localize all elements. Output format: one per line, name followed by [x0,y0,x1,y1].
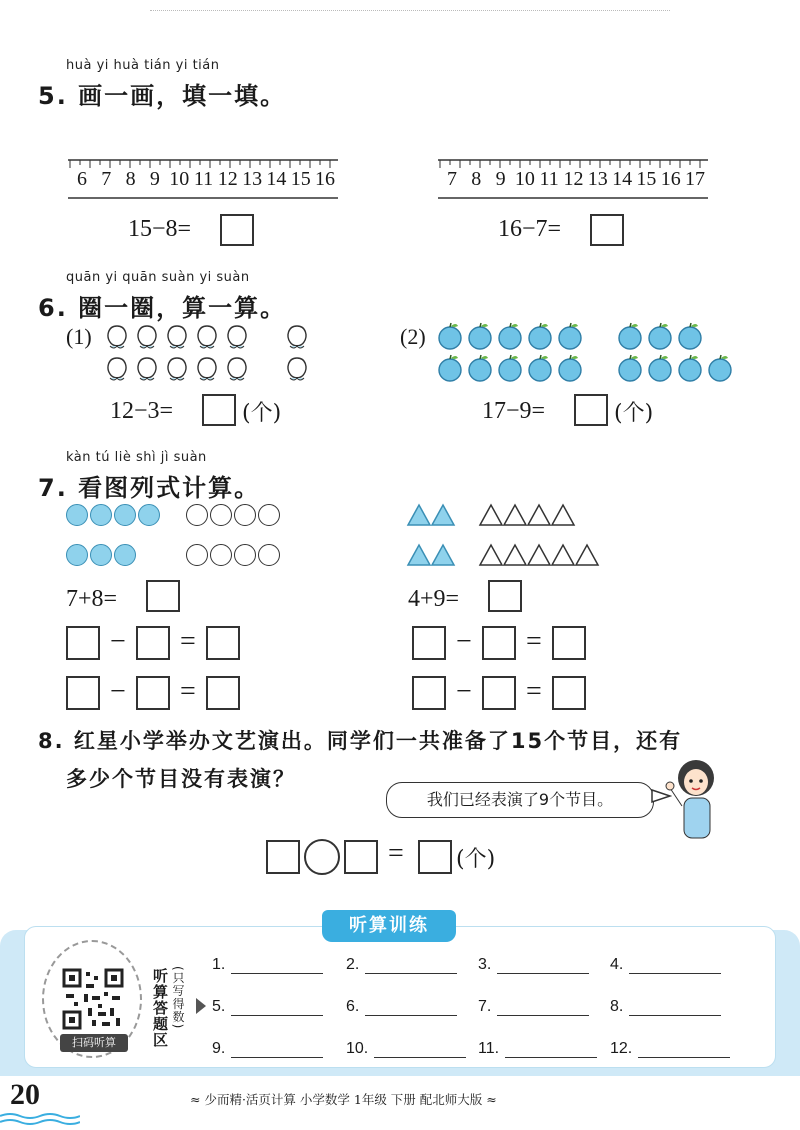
answer-line[interactable] [231,1042,323,1058]
answer-number: 9. [212,1040,226,1057]
q6-equation-2: 17−9= [482,398,546,424]
speech-bubble: 我们已经表演了9个节目。 [386,782,654,818]
blue-triangle [432,505,454,525]
answer-slot[interactable] [610,998,721,1016]
ruler-label: 10 [514,168,535,190]
blue-triangle [432,545,454,565]
ruler-label: 7 [447,168,457,190]
answer-line[interactable] [505,1042,597,1058]
ruler-label: 6 [77,168,87,190]
apple-icon [466,322,494,350]
ruler-label: 12 [563,168,584,190]
listening-title: 听算训练 [322,910,456,942]
q5-title: 5. 画一画，填一填。 [38,82,287,110]
white-circle [258,504,280,526]
white-triangle [576,545,598,565]
answer-line[interactable] [497,958,589,974]
answer-line[interactable] [365,958,457,974]
apple-icon [616,322,644,350]
q7-pinyin: kàn tú liè shì jì suàn [66,450,207,465]
q7-right-row1-box-3[interactable] [552,626,586,660]
answer-slot[interactable] [610,1040,730,1058]
white-triangle [480,505,502,525]
answer-slot[interactable] [346,998,457,1016]
apple-icon [616,354,644,382]
white-circle [186,504,208,526]
q7-left-row2-box-1[interactable] [66,676,100,710]
apple-icon [676,354,704,382]
q8-unit: (个) [456,847,496,872]
peach-icon [134,322,160,352]
white-circle [210,544,232,566]
peach-icon [194,322,220,352]
apple-icon [496,354,524,382]
q7-title: 7. 看图列式计算。 [38,474,261,502]
peach-icon [104,354,130,384]
q7-equation-1: 7+8= [66,586,118,612]
blue-circle [66,504,88,526]
answer-line[interactable] [629,958,721,974]
apple-icon [706,354,734,382]
ruler-label: 11 [193,168,214,190]
peach-icon [134,354,160,384]
q7-left-row1-equals: = [180,626,196,657]
q8-box-1[interactable] [266,840,300,874]
answer-slot[interactable] [212,998,323,1016]
q7-left-row1-box-2[interactable] [136,626,170,660]
ruler-label: 13 [587,168,608,190]
q6-answer-box-2[interactable] [574,394,608,426]
q6-equation-1: 12−3= [110,398,174,424]
blue-circle [66,544,88,566]
answer-line[interactable] [629,1000,721,1016]
answer-number: 5. [212,998,226,1015]
qr-label: 扫码听算 [60,1034,128,1052]
ruler-label: 17 [685,168,705,190]
ruler-label: 11 [539,168,559,190]
white-triangle [504,505,526,525]
answer-number: 1. [212,956,226,973]
answer-number: 10. [346,1040,369,1057]
q7-right-row2-minus: − [456,676,472,707]
answer-number: 11. [478,1040,500,1057]
peach-icon [284,322,310,352]
q8-answer-box[interactable] [418,840,452,874]
answer-number: 3. [478,956,492,973]
apple-icon [496,322,524,350]
footer-text: ≈ 少而精·活页计算 小学数学 1年级 下册 配北师大版 ≈ [190,1092,497,1107]
page-number: 20 [10,1078,40,1111]
ruler-label: 15 [636,168,657,190]
q5-equation-1: 15−8= [128,216,192,242]
ruler-label: 10 [169,168,190,190]
apple-icon [466,354,494,382]
answer-slot[interactable] [478,956,589,974]
white-circle [234,504,256,526]
q7-answer-box-2[interactable] [488,580,522,612]
q7-right-row1-equals: = [526,626,542,657]
blue-circle [114,504,136,526]
apple-icon [646,354,674,382]
answer-line[interactable] [231,1000,323,1016]
answer-number: 4. [610,956,624,973]
white-triangle [480,545,502,565]
answer-line[interactable] [497,1000,589,1016]
apple-icon [436,354,464,382]
answer-area-note: (只写得数) [171,966,185,1030]
q7-right-row2-box-2[interactable] [482,676,516,710]
apple-icon [556,322,584,350]
white-triangle [552,545,574,565]
ruler-label: 14 [612,168,633,190]
answer-slot[interactable] [478,1040,597,1058]
q7-left-row2-minus: − [110,676,126,707]
q8-line-1: 8. 红星小学举办文艺演出。同学们一共准备了15个节目，还有 [38,729,683,753]
q7-left-row2-box-2[interactable] [136,676,170,710]
q5-answer-box-1[interactable] [220,214,254,246]
answer-slot[interactable] [346,1040,466,1058]
answer-number: 12. [610,1040,633,1057]
answer-number: 8. [610,998,624,1015]
answer-line[interactable] [374,1042,466,1058]
white-triangle [528,505,550,525]
q8-operator-circle[interactable] [304,839,340,875]
q7-left-row2-equals: = [180,676,196,707]
ruler-label: 16 [660,168,681,190]
apple-icon [526,354,554,382]
q7-left-row2-box-3[interactable] [206,676,240,710]
blue-circle [90,544,112,566]
answer-number: 6. [346,998,360,1015]
peach-icon [164,354,190,384]
triangle-group [400,500,600,570]
apple-icon [526,322,554,350]
q7-right-row1-box-2[interactable] [482,626,516,660]
blue-circle [90,504,112,526]
apple-icon [436,322,464,350]
q7-left-row1-box-3[interactable] [206,626,240,660]
ruler-label: 14 [266,168,287,190]
white-triangle [552,505,574,525]
ruler-label: 8 [125,168,136,190]
q6-label-2: (2) [400,324,426,349]
q6-answer-box-1[interactable] [202,394,236,426]
answer-slot[interactable] [478,998,589,1016]
blue-circle [138,504,160,526]
q8-line-2: 多少个节目没有表演？ [66,767,296,791]
girl-illustration [664,756,724,846]
q7-left-row1-minus: − [110,626,126,657]
ruler-label: 12 [217,168,238,190]
ruler-label: 16 [315,168,335,190]
q7-left-row1-box-1[interactable] [66,626,100,660]
q7-right-row1-box-1[interactable] [412,626,446,660]
answer-line[interactable] [365,1000,457,1016]
white-circle [234,544,256,566]
q8-box-2[interactable] [344,840,378,874]
answer-number: 2. [346,956,360,973]
ruler-label: 13 [242,168,263,190]
q7-equation-2: 4+9= [408,586,460,612]
answer-line[interactable] [231,958,323,974]
ruler-label: 9 [495,168,506,190]
answer-line[interactable] [638,1042,730,1058]
q6-label-1: (1) [66,324,92,349]
apple-icon [676,322,704,350]
q7-right-row2-box-1[interactable] [412,676,446,710]
answer-slot[interactable] [610,956,721,974]
q7-right-row2-equals: = [526,676,542,707]
q6-pinyin: quān yi quān suàn yi suàn [66,270,250,285]
q6-title: 6. 圈一圈，算一算。 [38,294,287,322]
peach-icon [224,354,250,384]
white-triangle [504,545,526,565]
answer-slot[interactable] [346,956,457,974]
blue-triangle [408,505,430,525]
wave-decoration [0,1112,80,1126]
top-dotted-line [150,10,670,11]
ruler-label: 8 [471,168,482,190]
white-circle [186,544,208,566]
white-circle [258,544,280,566]
q8-equals: = [388,838,404,869]
q5-equation-2: 16−7= [498,216,562,242]
answer-number: 7. [478,998,492,1015]
answer-slot[interactable] [212,1040,323,1058]
blue-circle [114,544,136,566]
ruler-label: 7 [101,168,112,190]
apple-icon [646,322,674,350]
ruler-label: 15 [290,168,311,190]
peach-icon [224,322,250,352]
ruler-label: 9 [149,168,160,190]
apple-icon [556,354,584,382]
peach-icon [104,322,130,352]
q6-unit-2: (个) [614,401,654,426]
blue-triangle [408,545,430,565]
q7-answer-box-1[interactable] [146,580,180,612]
q5-pinyin: huà yi huà tián yi tián [66,58,220,73]
q7-right-row1-minus: − [456,626,472,657]
answer-area-label: 听算答题区 [151,968,169,1048]
q5-answer-box-2[interactable] [590,214,624,246]
peach-icon [194,354,220,384]
arrow-right-icon [196,998,206,1014]
qr-code-icon[interactable] [62,968,124,1030]
white-triangle [528,545,550,565]
answer-slot[interactable] [212,956,323,974]
peach-icon [284,354,310,384]
q7-right-row2-box-3[interactable] [552,676,586,710]
peach-icon [164,322,190,352]
white-circle [210,504,232,526]
q6-unit-1: (个) [242,401,282,426]
